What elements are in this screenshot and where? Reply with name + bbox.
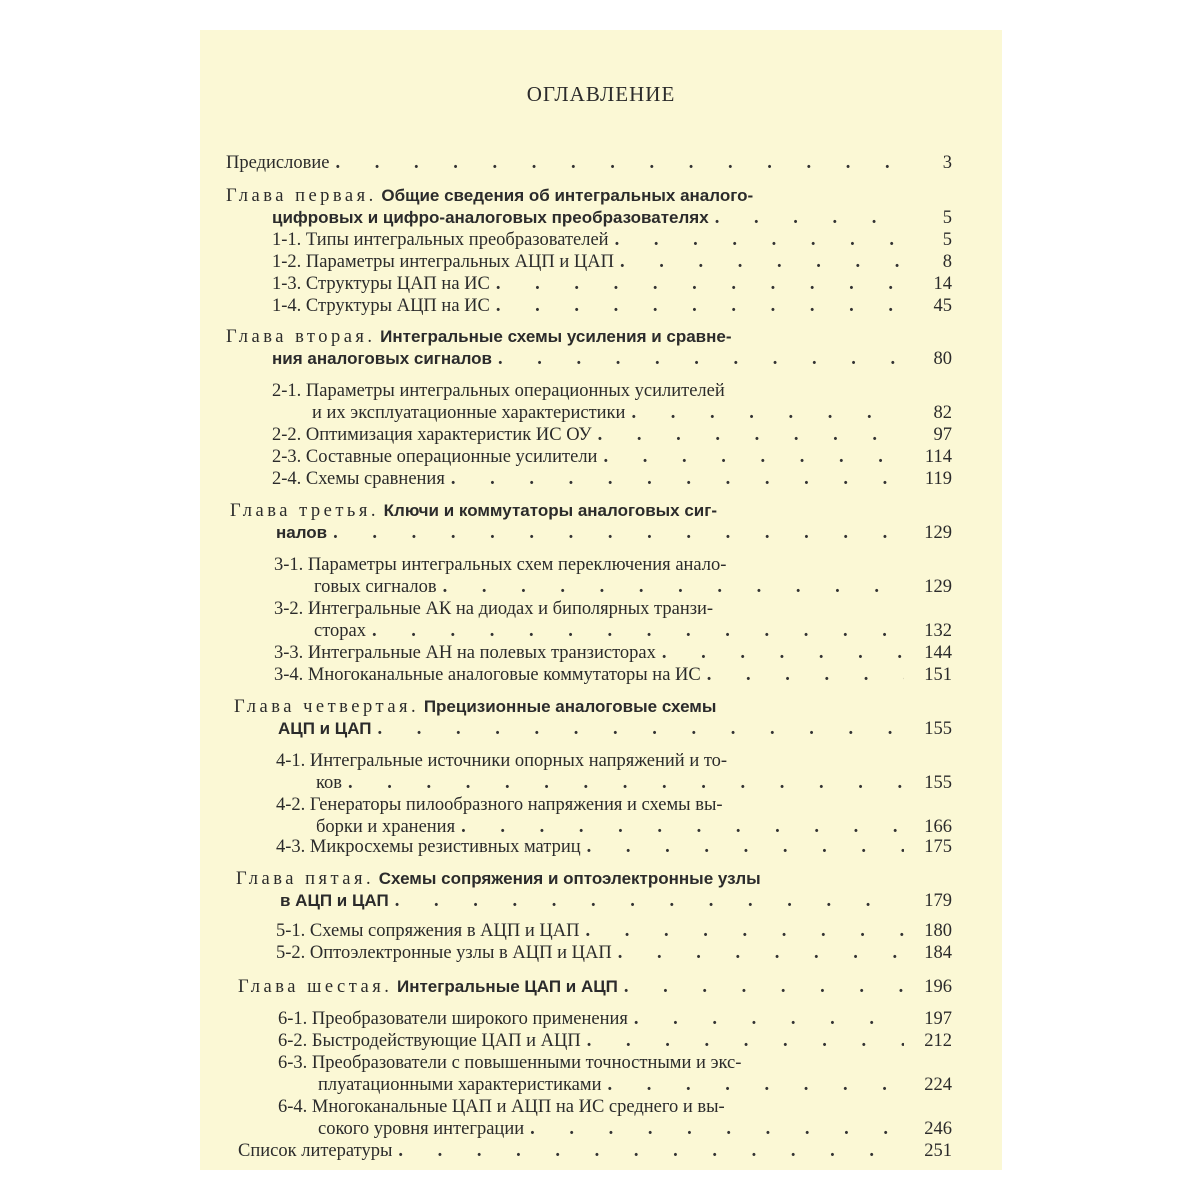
entry-text: 6-3. Преобразователи с повышенными точностными и экс- — [278, 1053, 742, 1073]
page-number: 180 — [924, 921, 952, 941]
page-number: 80 — [933, 349, 952, 369]
entry-text: сокого уровня интеграции — [318, 1119, 525, 1139]
page-number: 175 — [924, 837, 952, 857]
page-number: 82 — [933, 403, 952, 423]
leader-dots — [615, 229, 904, 251]
toc-6-3 — [278, 1052, 952, 1074]
entry-text: 1-4. Структуры АЦП на ИС — [272, 296, 490, 316]
chapter-label: Глава четвертая. — [234, 697, 420, 717]
toc-6-4-continued — [318, 1118, 952, 1140]
page-number: 197 — [924, 1009, 952, 1029]
toc-3-4 — [274, 664, 952, 686]
toc-4-1 — [276, 750, 952, 772]
page-number: 144 — [924, 643, 952, 663]
page-number: 129 — [924, 523, 952, 543]
leader-dots — [620, 251, 904, 273]
leader-dots — [631, 402, 904, 424]
leader-dots — [335, 152, 904, 174]
leader-dots — [451, 468, 904, 490]
leader-dots — [707, 664, 904, 686]
entry-text: 2-1. Параметры интегральных операционных усилителей — [272, 381, 725, 401]
entry-text: 3-4. Многоканальные аналоговые коммутаторы на ИС — [274, 665, 701, 685]
chapter-heading: цифровых и цифро-аналоговых преобразователях — [272, 208, 709, 227]
leader-dots — [461, 816, 904, 838]
chapter-label: Глава вторая. — [226, 327, 376, 347]
entry-text: борки и хранения — [316, 817, 456, 837]
page-number: 8 — [942, 252, 952, 272]
entry-text: 3-1. Параметры интегральных схем переключения анало- — [274, 555, 727, 575]
toc-bibliography — [238, 1140, 952, 1162]
page-number: 155 — [924, 773, 952, 793]
entry-text: Список литературы — [238, 1141, 393, 1161]
page-number: 184 — [924, 943, 952, 963]
leader-dots — [618, 942, 904, 964]
entry-text: 5-1. Схемы сопряжения в АЦП и ЦАП — [276, 921, 580, 941]
toc-2-3 — [272, 446, 952, 468]
toc-3-3 — [274, 642, 952, 664]
entry-text: 6-2. Быстродействующие ЦАП и АЦП — [278, 1031, 581, 1051]
entry-text: 2-3. Составные операционные усилители — [272, 447, 598, 467]
page-number: 3 — [942, 153, 952, 173]
chapter-heading: Интегральные схемы усиления и сравне- — [380, 327, 732, 346]
page-number: 129 — [924, 577, 952, 597]
toc-1-3 — [272, 273, 952, 295]
toc-3-1-continued — [314, 576, 952, 598]
page-number: 224 — [924, 1075, 952, 1095]
toc-chapter-3 — [230, 500, 952, 522]
toc-chapter-2 — [226, 326, 952, 348]
page-number: 45 — [933, 296, 952, 316]
entry-text: сторах — [314, 621, 367, 641]
leader-dots — [496, 273, 904, 295]
leader-dots — [587, 836, 904, 858]
leader-dots — [598, 424, 904, 446]
leader-dots — [634, 1008, 904, 1030]
entry-text: 4-3. Микросхемы резистивных матриц — [276, 837, 581, 857]
chapter-heading: Общие сведения об интегральных аналого- — [381, 186, 754, 205]
page-number: 166 — [924, 817, 952, 837]
chapter-heading: в АЦП и ЦАП — [280, 891, 389, 910]
chapter-heading: ния аналоговых сигналов — [272, 349, 493, 368]
entry-text: 1-1. Типы интегральных преобразователей — [272, 230, 609, 250]
toc-6-3-continued — [318, 1074, 952, 1096]
entry-text: 6-1. Преобразователи широкого применения — [278, 1009, 628, 1029]
page-title: ОГЛАВЛЕНИЕ — [526, 82, 676, 106]
toc-6-2 — [278, 1030, 952, 1052]
entry-text: 6-4. Многоканальные ЦАП и АЦП на ИС среднего и вы- — [278, 1097, 725, 1117]
page-number: 97 — [933, 425, 952, 445]
toc-4-1-continued — [316, 772, 952, 794]
leader-dots — [586, 920, 905, 942]
entry-text: 3-3. Интегральные АН на полевых транзисторах — [274, 643, 656, 663]
entry-text: плуатационными характеристиками — [318, 1075, 602, 1095]
chapter-label: Глава шестая. — [238, 977, 393, 997]
page-number: 179 — [924, 891, 952, 911]
toc-2-1-continued — [312, 402, 952, 424]
entry-text: 2-2. Оптимизация характеристик ИС ОУ — [272, 425, 592, 445]
chapter-label: Глава первая. — [226, 186, 377, 206]
toc-1-2 — [272, 251, 952, 273]
page-number: 14 — [933, 274, 952, 294]
toc-chapter-5-continued — [280, 890, 952, 912]
chapter-heading: налов — [276, 523, 328, 542]
toc-3-1 — [274, 554, 952, 576]
leader-dots — [378, 718, 905, 740]
page-number: 212 — [924, 1031, 952, 1051]
toc-3-2-continued — [314, 620, 952, 642]
leader-dots — [348, 772, 904, 794]
entry-text: ков — [316, 773, 343, 793]
leader-dots — [587, 1030, 904, 1052]
chapter-heading: Прецизионные аналоговые схемы — [423, 697, 717, 716]
page-number: 151 — [924, 665, 952, 685]
toc-4-2 — [276, 794, 952, 816]
page-number: 114 — [924, 447, 952, 467]
chapter-heading: Ключи и коммутаторы аналоговых сиг- — [383, 501, 717, 520]
toc-chapter-1 — [226, 185, 952, 207]
leader-dots — [496, 295, 904, 317]
book-page — [200, 30, 1002, 1170]
leader-dots — [608, 1074, 905, 1096]
toc-2-4 — [272, 468, 952, 490]
toc-5-1 — [276, 920, 952, 942]
leader-dots — [530, 1118, 904, 1140]
page-number: 119 — [924, 469, 952, 489]
toc-1-4 — [272, 295, 952, 317]
toc-4-2-continued — [316, 816, 952, 838]
leader-dots — [498, 348, 904, 370]
toc-chapter-6 — [238, 976, 952, 998]
toc-1-1 — [272, 229, 952, 251]
chapter-heading: Схемы сопряжения и оптоэлектронные узлы — [378, 869, 761, 888]
chapter-heading: Интегральные ЦАП и АЦП — [396, 977, 618, 996]
leader-dots — [715, 207, 904, 229]
entry-text: 4-1. Интегральные источники опорных напряжений и то- — [276, 751, 728, 771]
leader-dots — [443, 576, 904, 598]
toc-chapter-4 — [234, 696, 952, 718]
entry-text: и их эксплуатационные характеристики — [312, 403, 626, 423]
leader-dots — [662, 642, 904, 664]
page-number: 132 — [924, 621, 952, 641]
entry-text: 5-2. Оптоэлектронные узлы в АЦП и ЦАП — [276, 943, 612, 963]
entry-text: говых сигналов — [314, 577, 437, 597]
leader-dots — [333, 522, 904, 544]
leader-dots — [395, 890, 904, 912]
page-number: 251 — [924, 1141, 952, 1161]
page-number: 5 — [942, 208, 952, 228]
toc-3-2 — [274, 598, 952, 620]
toc-6-1 — [278, 1008, 952, 1030]
toc-chapter-1-continued — [272, 207, 952, 229]
toc-2-1 — [272, 380, 952, 402]
entry-text: 3-2. Интегральные АК на диодах и биполярных транзи- — [274, 599, 714, 619]
chapter-heading: АЦП и ЦАП — [278, 719, 372, 738]
page-number: 155 — [924, 719, 952, 739]
toc-2-2 — [272, 424, 952, 446]
page-number: 5 — [942, 230, 952, 250]
leader-dots — [603, 446, 904, 468]
chapter-label: Глава третья. — [230, 501, 380, 521]
leader-dots — [372, 620, 904, 642]
toc-chapter-3-continued — [276, 522, 952, 544]
entry-text: 4-2. Генераторы пилообразного напряжения и схемы вы- — [276, 795, 723, 815]
entry-text: 1-3. Структуры ЦАП на ИС — [272, 274, 490, 294]
entry-text: 1-2. Параметры интегральных АЦП и ЦАП — [272, 252, 614, 272]
chapter-label: Глава пятая. — [236, 869, 375, 889]
toc-preface — [226, 152, 952, 174]
toc-chapter-5 — [236, 868, 952, 890]
page-number: 196 — [924, 977, 952, 997]
toc-chapter-4-continued — [278, 718, 952, 740]
leader-dots — [624, 976, 904, 998]
toc-4-3 — [276, 836, 952, 858]
entry-text: 2-4. Схемы сравнения — [272, 469, 445, 489]
leader-dots — [398, 1140, 904, 1162]
toc-5-2 — [276, 942, 952, 964]
toc-6-4 — [278, 1096, 952, 1118]
toc-chapter-2-continued — [272, 348, 952, 370]
page-number: 246 — [924, 1119, 952, 1139]
entry-text: Предисловие — [226, 153, 330, 173]
